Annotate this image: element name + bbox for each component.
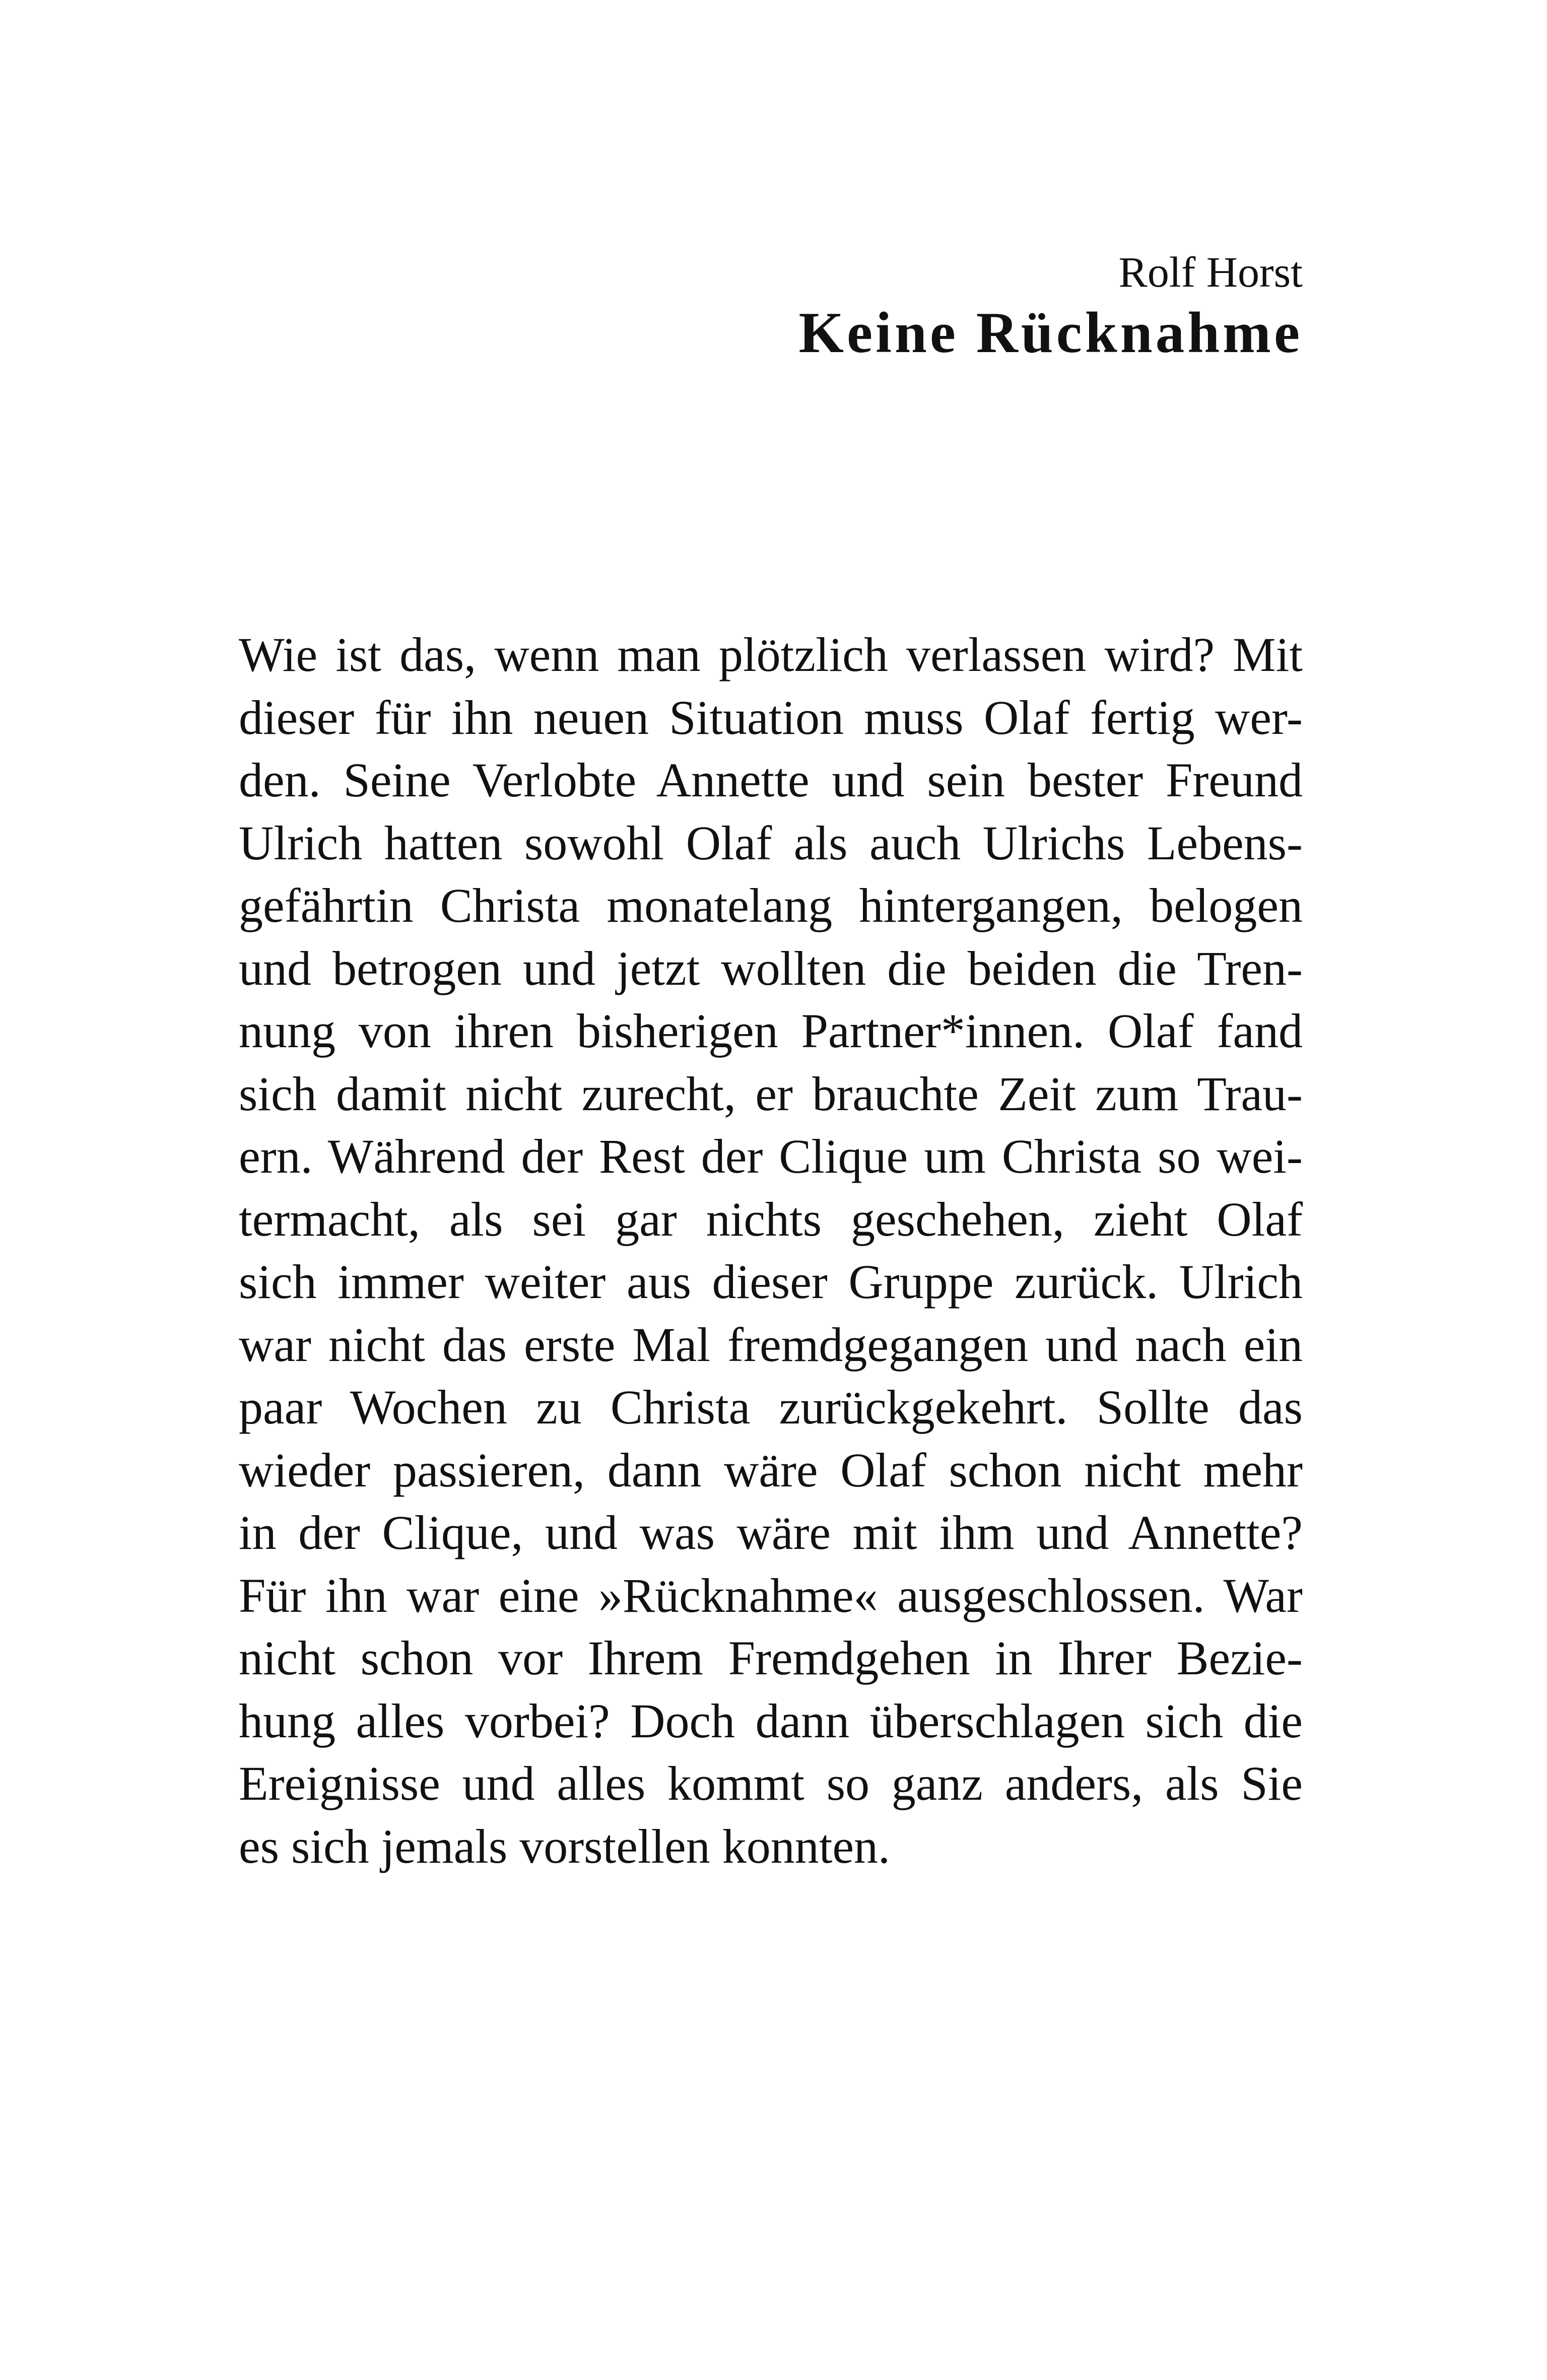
blurb-line: in der Clique, und was wäre mit ihm und Annette? (239, 1506, 1303, 1559)
blurb-line: ern. Während der Rest der Clique um Christa so wei- (239, 1129, 1303, 1183)
blurb-line: gefährtin Christa monatelang hintergangen, belogen (239, 878, 1303, 932)
blurb-line: Ereignisse und alles kommt so ganz anders, als Sie (239, 1756, 1303, 1810)
book-header (239, 247, 1303, 366)
blurb-line: sich damit nicht zurecht, er brauchte Zeit zum Trau- (239, 1066, 1303, 1121)
blurb-line: Ulrich hatten sowohl Olaf als auch Ulrichs Lebens- (239, 815, 1303, 870)
blurb-line: nung von ihren bisherigen Partner*innen. Olaf fand (239, 1004, 1303, 1058)
author-name: Rolf Horst (1118, 248, 1303, 296)
blurb-line: Für ihn war eine »Rücknahme« ausgeschlossen. War (239, 1568, 1303, 1622)
blurb-line: paar Wochen zu Christa zurückgekehrt. Sollte das (239, 1380, 1303, 1434)
blurb-line: wieder passieren, dann wäre Olaf schon nicht mehr (239, 1443, 1303, 1497)
blurb-line: Wie ist das, wenn man plötzlich verlassen wird? Mit (239, 628, 1303, 682)
blurb-line: es sich jemals vorstellen konnten. (239, 1819, 891, 1873)
blurb-text (239, 624, 1303, 1878)
blurb-line: den. Seine Verlobte Annette und sein bester Freund (239, 753, 1303, 807)
blurb-line: termacht, als sei gar nichts geschehen, zieht Olaf (239, 1192, 1303, 1246)
blurb-line: sich immer weiter aus dieser Gruppe zurück. Ulrich (239, 1255, 1303, 1309)
blurb-line: war nicht das erste Mal fremdgegangen und nach ein (239, 1317, 1303, 1372)
blurb-line: und betrogen und jetzt wollten die beiden die Tren- (239, 941, 1303, 995)
blurb-line: nicht schon vor Ihrem Fremdgehen in Ihrer Bezie- (239, 1631, 1303, 1685)
blurb-line: hung alles vorbei? Doch dann überschlagen sich die (239, 1693, 1303, 1748)
book-title: Keine Rücknahme (798, 301, 1303, 365)
blurb-line: dieser für ihn neuen Situation muss Olaf fertig wer- (239, 690, 1303, 744)
